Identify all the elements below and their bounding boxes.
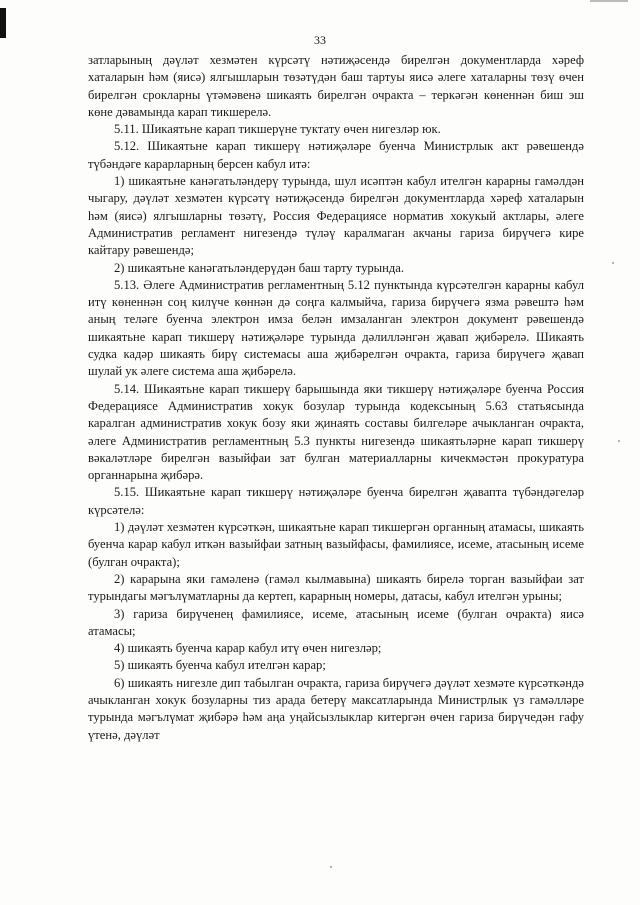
- scan-speck: [618, 440, 620, 442]
- paragraph: 5.13. Әлеге Административ регламентның 5.12 пунктында күрсәтелгән карарны кабул итү көненнән соң килүче көннән дә соңга калмыйча, гариза бирүчегә язма рәвештә һәм аның теләге буенча электрон имза белән имзаланган электрон документ рәвешендә шикаятьне карап тикшерү нәтиҗәләре турында дәлилләнгән җавап җибәрелә. Шикаять судка кадәр шикаять бирү системасы аша җибәрелгән очракта, гариза бирүчегә җавап шулай ук әлеге система аша җибәрелә.: [88, 277, 584, 379]
- paragraph: 5.15. Шикаятьне карап тикшерү нәтиҗәләре буенча бирелгән җавапта түбәндәгеләр күрсәтелә:: [88, 485, 584, 517]
- paragraph: 5.14. Шикаятьне карап тикшерү барышында яки тикшерү нәтиҗәләре буенча Россия Федерациясе Административ хокук бозулар турында кодексының 5.63 статьясында каралган административ хокук бозу яки җинаять составы билгеләре ачыкланган очракта, әлеге Административ регламентның 5.3 пункты нигезендә шикаятьләрне карап тикшерү вәкаләтләре бирелгән вазыйфаи зат булган материалларны кичекмәстән прокуратура органнарына җибәрә.: [88, 381, 584, 483]
- list-item: 2) карарына яки гамәленә (гамәл кылмавына) шикаять бирелә торган вазыйфаи зат турындагы мәгълүматларны да кертеп, карарның номеры, датасы, кабул ителгән урыны;: [88, 571, 584, 604]
- list-item: 3) гариза бирүченең фамилиясе, исеме, атасының исеме (булган очракта) яисә атамасы;: [88, 606, 584, 638]
- scan-speck: [330, 866, 332, 868]
- paragraph: 5.12. Шикаятьне карап тикшерү нәтиҗәләре буенча Министрлык акт рәвешендә түбәндәге карарларның берсен кабул итә:: [88, 139, 584, 171]
- list-item: 6) шикаять нигезле дип табылган очракта, гариза бирүчегә дәүләт хезмәте күрсәткәндә ачыкланган хокук бозуларны тиз арада бетерү максатларында Министрлык үз гамәлләре турында мәгълүмат җибәрә һәм аңа уңайсызлыклар китергән өчен гариза бирүчедән гафу үтенә, дәүләт: [88, 675, 584, 742]
- list-item: 1) шикаятьне канәгатьләндерү турында, шул исәптән кабул ителгән карарны гамәлдән чыгару, дәүләт хезмәтен күрсәтү нәтиҗәсендә бирелгән документларда хәреф хаталарын һәм (яисә) ялгышларны төзәтү, Россия Федерациясе норматив хокукый актлары, әлеге Административ регламент нигезендә түләү каралмаган акчаны гариза бирүчегә кире кайтару рәвешендә;: [88, 174, 584, 258]
- document-body: [88, 52, 584, 744]
- scan-speck: [612, 262, 614, 264]
- scan-corner-mark: [590, 0, 628, 2]
- list-item: 4) шикаять буенча карар кабул итү өчен нигезләр;: [114, 641, 382, 656]
- page-number: 33: [314, 33, 326, 47]
- paragraph: затларының дәүләт хезмәтен күрсәтү нәтиҗәсендә бирелгән документларда хәреф хаталарын һәм (яисә) ялгышларын төзәтүдән баш тартуы яисә әлеге хаталарны төзү өчен бирелгән срокларны үтәмәвенә шикаять бирелгән очракта – теркәгән көненнән биш эш көне дәвамында карап тикшерелә.: [88, 53, 584, 119]
- paragraph: 5.11. Шикаятьне карап тикшерүне туктату өчен нигезләр юк.: [114, 122, 441, 137]
- list-item: 1) дәүләт хезмәтен күрсәткән, шикаятьне карап тикшергән органның атамасы, шикаять буенча карар кабул иткән вазыйфаи затның вазыйфасы, фамилиясе, исеме, атасының исеме (булган очракта);: [88, 520, 584, 569]
- list-item: 2) шикаятьне канәгатьләндерүдән баш тарту турында.: [114, 260, 405, 275]
- list-item: 5) шикаять буенча кабул ителгән карар;: [114, 658, 326, 673]
